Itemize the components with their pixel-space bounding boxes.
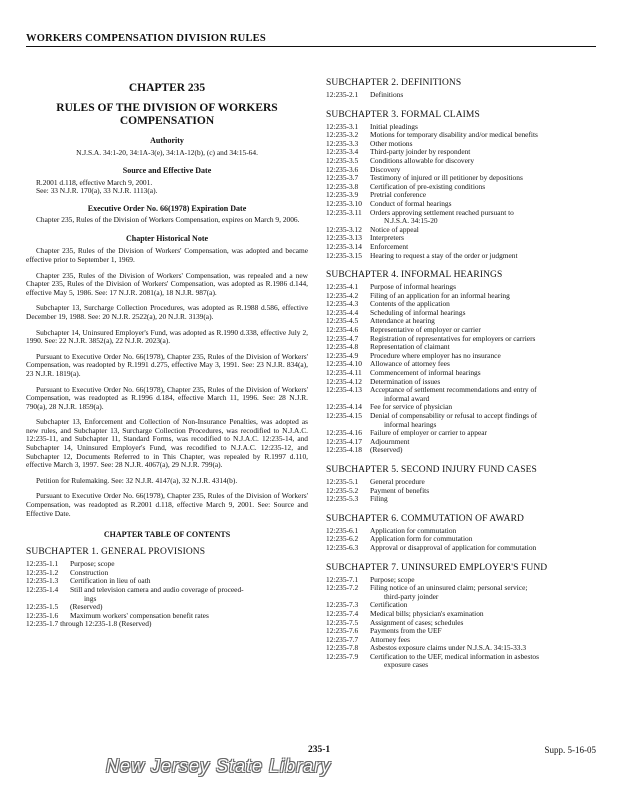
- rule-number: 12:235-4.15: [326, 411, 362, 420]
- rule-entry: [326, 369, 608, 378]
- rule-title: Assignment of cases; schedules: [370, 617, 464, 627]
- rule-number: 12:235-4.6: [326, 325, 359, 335]
- rule-entry: [326, 191, 608, 200]
- rule-number: 12:235-4.10: [326, 359, 362, 369]
- subchapter-title: SUBCHAPTER 1. GENERAL PROVISIONS: [26, 547, 206, 558]
- rule-title: Medical bills; physician's examination: [370, 608, 484, 618]
- rule-entry: [326, 234, 608, 243]
- subchapter-title: SUBCHAPTER 5. SECOND INJURY FUND CASES: [326, 464, 537, 475]
- library-watermark: New Jersey State Library: [106, 756, 332, 776]
- rule-title: Payments from the UEF: [370, 626, 442, 636]
- rule-title: Commencement of informal hearings: [370, 368, 481, 378]
- rule-list: [26, 560, 308, 629]
- rule-entry: [326, 653, 608, 670]
- rule-title: Construction: [70, 567, 109, 577]
- rule-number: 12:235-3.12: [326, 224, 362, 234]
- rule-entry: [326, 300, 608, 309]
- rule-title: Purpose of informal hearings: [370, 282, 456, 292]
- rule-number: 12:235-7.8: [326, 643, 359, 653]
- rule-title: Allowance of attorney fees: [370, 359, 450, 369]
- left-column: [26, 78, 308, 629]
- rule-title: Filing of an application for an informal hearing: [370, 290, 510, 300]
- rule-title: Purpose; scope: [70, 559, 115, 569]
- rule-entry: [326, 292, 608, 301]
- rule-number: 12:235-3.4: [326, 147, 359, 157]
- source-heading: Source and Effective Date: [122, 165, 212, 175]
- rule-number: 12:235-2.1: [326, 90, 359, 99]
- rule-title: Purpose; scope: [370, 574, 415, 584]
- rule-title: Notice of appeal: [370, 224, 419, 234]
- rule-number: 12:235-6.2: [326, 534, 359, 544]
- rule-number: 12:235-5.1: [326, 476, 359, 486]
- rule-title: Pretrial conference: [370, 190, 427, 200]
- rule-title: Asbestos exposure claims under N.J.S.A. 34:15-33.3: [370, 643, 527, 653]
- rule-number: 12:235-4.18: [326, 445, 362, 455]
- rule-title: Representation of claimant: [370, 342, 450, 352]
- rule-number: 12:235-1.3: [26, 576, 59, 586]
- rule-title: Attorney fees: [370, 634, 411, 644]
- rule-number: 12:235-4.7: [326, 333, 359, 343]
- rule-entry: [326, 446, 608, 455]
- rule-entry: [326, 627, 608, 636]
- subchapter-title: SUBCHAPTER 7. UNINSURED EMPLOYER'S FUND: [326, 562, 548, 573]
- rule-number: 12:235-3.6: [326, 164, 359, 174]
- rule-title: Orders approving settlement reached pursuant to: [370, 207, 514, 217]
- history-paragraph: Pursuant to Executive Order No. 66(1978), Chapter 235, Rules of the Division of Workers' Compensation, was readopted as R.2001 d.118, effective March 9, 2001. See: Source and Effective Date.: [26, 491, 308, 518]
- rule-number: 12:235-5.2: [326, 485, 359, 495]
- rule-title: Third-party joinder by respondent: [370, 147, 471, 157]
- rule-title: (Reserved): [370, 445, 403, 455]
- rule-title: Maximum workers' compensation benefit rates: [70, 610, 209, 620]
- rule-number: 12:235-7.3: [326, 600, 359, 610]
- rule-entry: [326, 309, 608, 318]
- rule-number: 12:235-7.6: [326, 626, 359, 636]
- rule-number: 12:235-1.1: [26, 559, 59, 569]
- rule-title: Determination of issues: [370, 376, 441, 386]
- chapter-number: CHAPTER 235: [128, 82, 206, 94]
- running-head: WORKERS COMPENSATION DIVISION RULES: [26, 33, 596, 47]
- rule-number: 12:235-4.16: [326, 428, 362, 438]
- rule-entry: [326, 183, 608, 192]
- rule-title: Denial of compensability or refusal to accept findings of: [370, 411, 538, 420]
- rule-number: 12:235-3.8: [326, 181, 359, 191]
- rule-title: Fee for service of physician: [370, 402, 453, 412]
- rule-number: 12:235-3.9: [326, 190, 359, 200]
- rule-number: 12:235-4.8: [326, 342, 359, 352]
- rule-number: 12:235-4.2: [326, 290, 359, 300]
- rule-number: 12:235-3.13: [326, 233, 362, 243]
- rule-title: Application for commutation: [370, 525, 457, 535]
- rule-number: 12:235-1.2: [26, 567, 59, 577]
- rule-entry: [326, 619, 608, 628]
- rule-title: Approval or disapproval of application for commutation: [370, 542, 537, 552]
- rule-number: 12:235-7.1: [326, 574, 359, 584]
- rule-entry: [26, 569, 308, 578]
- rule-number: 12:235-4.14: [326, 402, 362, 412]
- rule-number: 12:235-6.3: [326, 542, 359, 552]
- rule-entry: [326, 429, 608, 438]
- rule-number: 12:235-3.11: [326, 207, 362, 217]
- chapter-title: RULES OF THE DIVISION OF WORKERS COMPENSATION: [56, 102, 278, 127]
- rule-title-continuation: informal hearings: [384, 419, 437, 429]
- supplement-date: Supp. 5-16-05: [544, 745, 596, 755]
- rule-title: Testimony of injured or ill petitioner by depositions: [370, 173, 523, 183]
- rule-number: 12:235-3.15: [326, 250, 362, 260]
- source-line-2: See: 33 N.J.R. 170(a), 33 N.J.R. 1113(a).: [36, 186, 158, 196]
- rule-number: 12:235-4.17: [326, 436, 362, 446]
- rule-title: Certification to the UEF, medical information in asbestos: [370, 651, 539, 661]
- authority-heading: Authority: [150, 136, 184, 145]
- rule-title: Conduct of formal hearings: [370, 198, 452, 208]
- rule-title: Initial pleadings: [370, 121, 418, 131]
- rule-entry: [26, 586, 308, 603]
- rule-entry: [326, 487, 608, 496]
- rule-title: Procedure where employer has no insurance: [370, 350, 501, 360]
- rule-title: Filing: [370, 494, 388, 504]
- rule-title: Representative of employer or carrier: [370, 325, 481, 335]
- executive-order-text: Chapter 235, Rules of the Division of Workers Compensation, expires on March 9, 2006.: [36, 214, 300, 224]
- rule-number: 12:235-1.5: [26, 602, 59, 612]
- rule-number: 12:235-3.3: [326, 138, 359, 148]
- history-paragraph: Subchapter 13, Surcharge Collection Procedures, was adopted as R.1988 d.586, effective December 19, 1988. See: 20 N.J.R. 2522(a), 20 N.J.R. 3139(a).: [26, 303, 308, 321]
- rule-title: Registration of representatives for employers or carriers: [370, 333, 536, 343]
- rule-number: 12:235-4.3: [326, 299, 359, 309]
- rule-title: Definitions: [370, 90, 404, 99]
- rule-title: Application form for commutation: [370, 534, 473, 544]
- rule-title: Acceptance of settlement recommendations and entry of: [370, 385, 537, 395]
- page-number: 235-1: [308, 745, 331, 755]
- subchapter-title: SUBCHAPTER 3. FORMAL CLAIMS: [326, 109, 480, 120]
- rule-number: 12:235-4.11: [326, 368, 362, 378]
- rule-title: Enforcement: [370, 241, 409, 251]
- rule-entry: [326, 131, 608, 140]
- rule-title: General procedure: [370, 476, 425, 486]
- rule-number: 12:235-7.2: [326, 583, 359, 593]
- rule-number: 12:235-4.1: [326, 282, 359, 292]
- rule-entry: [326, 157, 608, 166]
- rule-number: 12:235-5.3: [326, 494, 359, 504]
- rule-number: 12:235-1.4: [26, 585, 59, 594]
- rule-title-continuation: ings: [84, 593, 97, 603]
- rule-title: Contents of the application: [370, 299, 450, 309]
- rule-title: Certification in lieu of oath: [70, 576, 151, 586]
- rule-entry: [326, 438, 608, 447]
- history-paragraph: Subchapter 14, Uninsured Employer's Fund, was adopted as R.1990 d.338, effective July 2, 1990. See: 22 N.J.R. 3852(a), 22 N.J.R. 2023(a).: [26, 327, 308, 346]
- history-paragraph: Pursuant to Executive Order No. 66(1978), Chapter 235, Rules of the Division of Workers' Compensation, was readopted as R.1996 d.184, effective March 11, 1996. See: 28 N.J.R. 790(a), 28 N.J.R. 1859(a).: [26, 384, 308, 411]
- rule-entry: [326, 610, 608, 619]
- rule-entry: [326, 226, 608, 235]
- rule-number: 12:235-1.6: [26, 610, 59, 620]
- rule-title: Adjournment: [370, 436, 410, 446]
- rule-entry: [326, 412, 608, 429]
- rule-number: 12:235-3.7: [326, 173, 359, 183]
- rule-entry: [326, 584, 608, 601]
- rule-entry: [326, 252, 608, 261]
- rule-title: (Reserved): [70, 602, 103, 612]
- rule-entry: [326, 352, 608, 361]
- history-paragraph: Chapter 235, Rules of the Division of Workers' Compensation, was adopted and became effective prior to September 1, 1969.: [26, 246, 308, 264]
- rule-entry: [326, 495, 608, 504]
- history-paragraph: Subchapter 13, Enforcement and Collection of Non-Insurance Penalties, was adopted as new rules, and Subchapter 13, Surcharge Collection Procedures, was recodified to N.J.A.C. 12:235-11, and Subchapter 11, Standard Forms, was recodified to N.J.A.C. 12:235-14, and Subchapter 14, Uninsured Employer's Fund, was recodified to N.J.A.C. 12:235-12, and Subchapter 12, Documents Referred to in This Chapter, was repealed by R.1997 d.110, effective March 3, 1997. See: 28 N.J.R. 4067(a), 29 N.J.R. 799(a).: [26, 417, 308, 470]
- rule-title-continuation: informal award: [384, 393, 430, 403]
- rule-number: 12:235-3.10: [326, 198, 362, 208]
- rule-title: Filing notice of an uninsured claim; personal service;: [370, 583, 528, 593]
- history-paragraph: Petition for Rulemaking. See: 32 N.J.R. 4147(a), 32 N.J.R. 4314(b).: [36, 475, 238, 485]
- history-paragraph: Chapter 235, Rules of the Division of Workers' Compensation, was repealed and a new Chapter 235, Rules of the Division of Workers' Compensation, was adopted as R.1986 d.144, effective May 5, 1986. See: 17 N.J.R. 2081(a), 18 N.J.R. 987(a).: [26, 270, 308, 297]
- rule-title: Certification of pre-existing conditions: [370, 181, 486, 191]
- right-column: [326, 78, 608, 670]
- rule-title: Payment of benefits: [370, 485, 430, 495]
- rule-number: 12:235-4.4: [326, 307, 359, 317]
- rule-number: 12:235-4.12: [326, 376, 362, 386]
- subchapter-title: SUBCHAPTER 2. DEFINITIONS: [326, 78, 462, 88]
- rule-number: 12:235-3.14: [326, 241, 362, 251]
- rule-title: Hearing to request a stay of the order or judgment: [370, 250, 518, 260]
- rule-entry: [326, 91, 608, 100]
- rule-entry: [26, 560, 308, 569]
- rule-number: 12:235-7.4: [326, 608, 359, 618]
- rule-title: Interpreters: [370, 233, 405, 243]
- rule-number: 12:235-7.9: [326, 651, 359, 661]
- rule-entry: [326, 386, 608, 403]
- rule-title: Other motions: [370, 138, 413, 148]
- rule-number: 12:235-3.5: [326, 155, 359, 165]
- history-paragraph: Pursuant to Executive Order No. 66(1978), Chapter 235, Rules of the Division of Workers' Compensation, was readopted by R.1991 d.275, effective May 3, 1991. See: 23 N.J.R. 834(a), 23 N.J.R. 1819(a).: [26, 351, 308, 378]
- rule-title: Conditions allowable for discovery: [370, 155, 475, 165]
- rule-title: Certification: [370, 600, 408, 610]
- rule-number: 12:235-4.9: [326, 350, 359, 360]
- authority-text: N.J.S.A. 34:1-20, 34:1A-3(e), 34:1A-12(b), (c) and 34:15-64.: [76, 148, 258, 157]
- rule-title-continuation: N.J.S.A. 34:15-20: [384, 216, 438, 226]
- rule-number: 12:235-4.13: [326, 385, 362, 395]
- executive-order-heading: Executive Order No. 66(1978) Expiration Date: [87, 203, 247, 213]
- rule-title-continuation: exposure cases: [384, 660, 429, 670]
- rule-title: Motions for temporary disability and/or medical benefits: [370, 130, 538, 140]
- rule-range-entry: 12:235-1.7 through 12:235-1.8 (Reserved): [26, 619, 152, 629]
- rule-title: Discovery: [370, 164, 401, 174]
- rule-title: Attendance at hearing: [370, 316, 435, 326]
- history-heading: Chapter Historical Note: [125, 234, 209, 244]
- rule-number: 12:235-6.1: [326, 525, 359, 535]
- rule-entry: [326, 544, 608, 553]
- toc-heading: CHAPTER TABLE OF CONTENTS: [103, 530, 231, 540]
- rule-title: Scheduling of informal hearings: [370, 307, 466, 317]
- rule-entry: [326, 478, 608, 487]
- rule-number: 12:235-3.1: [326, 121, 359, 131]
- subchapter-title: SUBCHAPTER 6. COMMUTATION OF AWARD: [326, 513, 524, 524]
- rule-number: 12:235-4.5: [326, 316, 359, 326]
- rule-title-continuation: third-party joinder: [384, 591, 439, 601]
- subchapter-title: SUBCHAPTER 4. INFORMAL HEARINGS: [326, 270, 503, 281]
- rule-entry: [326, 209, 608, 226]
- source-line-1: R.2001 d.118, effective March 9, 2001.: [36, 177, 153, 187]
- rule-number: 12:235-3.2: [326, 130, 359, 140]
- rule-number: 12:235-7.5: [326, 617, 359, 627]
- rule-title: Still and television camera and audio coverage of proceed-: [70, 585, 244, 594]
- rule-title: Failure of employer or carrier to appear: [370, 428, 487, 438]
- rule-entry: [326, 335, 608, 344]
- rule-number: 12:235-7.7: [326, 634, 359, 644]
